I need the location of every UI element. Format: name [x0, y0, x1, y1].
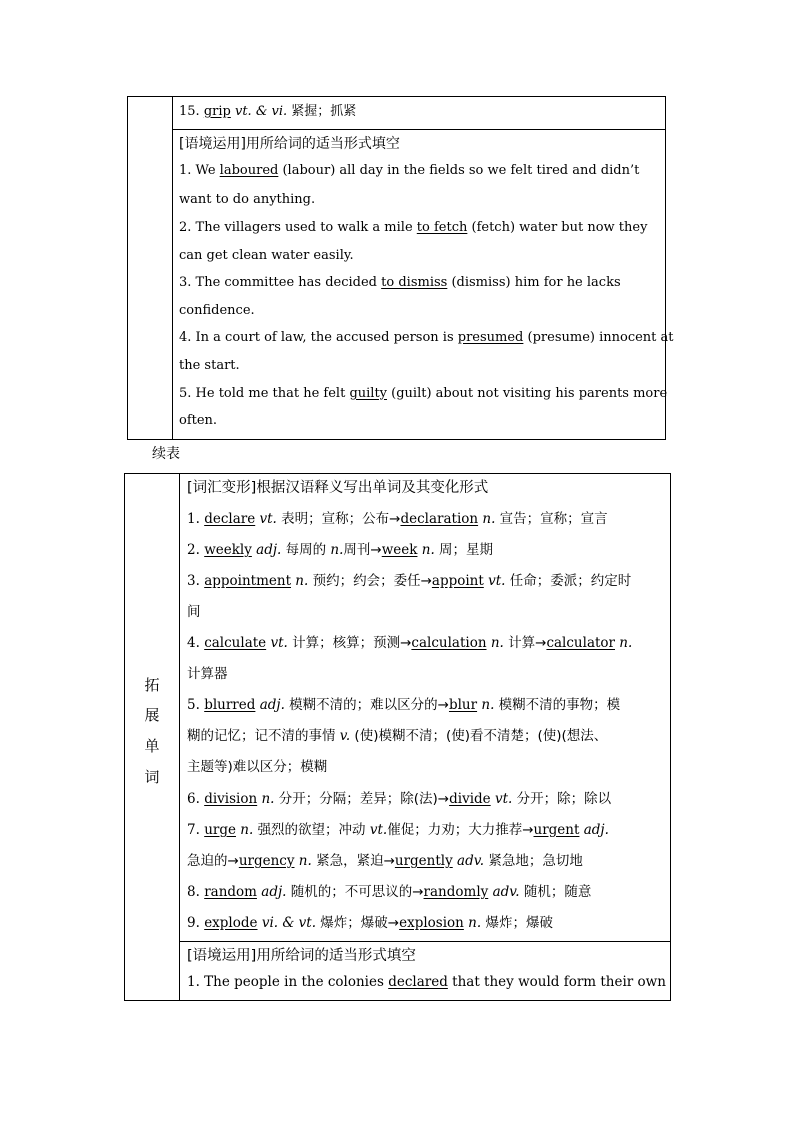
- part-of-speech: n.: [261, 791, 275, 807]
- meaning: 周；星期: [439, 542, 494, 558]
- transform-header: [词汇变形]根据汉语释义写出单词及其变化形式: [187, 480, 489, 496]
- derived-word: week: [381, 542, 418, 558]
- vocab-word: urge: [204, 822, 236, 838]
- vocab-word: explode: [204, 915, 258, 931]
- meaning: 随机的；不可思议的→: [290, 884, 424, 900]
- answer: laboured: [219, 163, 279, 178]
- sentence-line: want to do anything.: [179, 192, 316, 207]
- item-number: 1.: [187, 511, 200, 527]
- sentence-line: 2. The villagers used to walk a mile to fetch (fetch) water but now they: [179, 220, 648, 235]
- item-number: 7.: [187, 822, 200, 838]
- meaning: 计算；核算；预测→: [292, 635, 412, 651]
- meaning: 分开；分隔；差异；除(法)→: [278, 791, 450, 807]
- meaning: 模糊不清的事物；模: [498, 697, 621, 713]
- part-of-speech: vi. & vt.: [261, 915, 316, 931]
- usage-header: [语境运用]用所给词的适当形式填空: [187, 948, 416, 964]
- part-of-speech: n.: [298, 853, 312, 869]
- derived-word: blur: [448, 697, 478, 713]
- derived-word: calculation: [411, 635, 487, 651]
- derived-word: declaration: [400, 511, 479, 527]
- meaning-continued: 主题等)难以区分；模糊: [187, 759, 328, 775]
- derived-word: urgent: [533, 822, 580, 838]
- vocab-word: calculate: [204, 635, 267, 651]
- part-of-speech: n.: [490, 635, 504, 651]
- part-of-speech: vt.: [488, 573, 506, 589]
- derived-word: calculator: [546, 635, 615, 651]
- meaning: 紧急，紧迫→: [316, 853, 395, 869]
- sentence-line: the start.: [179, 358, 240, 373]
- table-row-divider: [179, 941, 670, 942]
- part-of-speech: n.: [240, 822, 254, 838]
- part-of-speech: adj.: [583, 822, 609, 838]
- vocab-item-4: [187, 631, 632, 651]
- vocab-item-8: [187, 880, 591, 900]
- meaning: 周刊→: [343, 542, 382, 558]
- meaning-continued: 间: [187, 604, 201, 620]
- meaning: (使)模糊不清；(使)看不清楚；(使)(想法、: [354, 728, 608, 744]
- answer: declared: [388, 974, 448, 990]
- part-of-speech: vt. & vi.: [234, 104, 288, 119]
- part-of-speech: vt.: [259, 511, 277, 527]
- meaning: 宣告；宣称；宣言: [499, 511, 608, 527]
- meaning: 紧急地；急切地: [488, 853, 583, 869]
- part-of-speech: n.: [330, 542, 344, 558]
- meaning: 紧握；抓紧: [291, 104, 357, 119]
- meaning: 爆炸；爆破: [485, 915, 553, 931]
- meaning: 每周的: [285, 542, 331, 558]
- side-label-char: 词: [144, 768, 160, 786]
- part-of-speech: adv.: [457, 853, 485, 869]
- side-label-char: 展: [144, 706, 160, 724]
- vocab-item-5: [187, 693, 620, 713]
- sentence-line: confidence.: [179, 303, 255, 318]
- answer: presumed: [457, 330, 524, 345]
- part-of-speech: vt.: [270, 635, 288, 651]
- vocab-word: blurred: [204, 697, 256, 713]
- meaning: 分开；除；除以: [516, 791, 612, 807]
- item-number: 5.: [187, 697, 200, 713]
- vocab-word: weekly: [204, 542, 252, 558]
- vocab-item-9: [187, 911, 553, 931]
- sentence-line: 3. The committee has decided to dismiss (dismiss) him for he lacks: [179, 275, 621, 290]
- meaning-continued: 计算器: [187, 666, 228, 682]
- sentence-line: 5. He told me that he felt guilty (guilt) about not visiting his parents more: [179, 386, 668, 401]
- part-of-speech: n.: [482, 511, 496, 527]
- part-of-speech: v.: [339, 728, 351, 744]
- part-of-speech: n.: [421, 542, 435, 558]
- vocab-item-15: [179, 100, 356, 119]
- part-of-speech: adj.: [261, 884, 287, 900]
- part-of-speech: vt.: [369, 822, 388, 838]
- part-of-speech: n.: [619, 635, 633, 651]
- sentence-text: 1. The people in the colonies: [187, 974, 389, 990]
- vocab-item-6: [187, 787, 611, 807]
- vocab-word: declare: [204, 511, 256, 527]
- vocab-word: random: [204, 884, 257, 900]
- derived-word: explosion: [399, 915, 464, 931]
- item-number: 9.: [187, 915, 200, 931]
- sentence-line: can get clean water easily.: [179, 248, 354, 263]
- meaning: 爆炸；爆破→: [320, 915, 400, 931]
- meaning-continued: [187, 724, 607, 744]
- item-number: 3.: [187, 573, 200, 589]
- derived-word: randomly: [423, 884, 489, 900]
- meaning: 急迫的→: [187, 853, 239, 869]
- item-number: 4.: [187, 635, 200, 651]
- answer: guilty: [349, 386, 388, 401]
- part-of-speech: n.: [481, 697, 495, 713]
- sentence-line: [187, 974, 666, 990]
- item-number: 2.: [187, 542, 200, 558]
- derived-word: urgency: [238, 853, 295, 869]
- vocab-item-2: [187, 538, 493, 558]
- part-of-speech: n.: [295, 573, 309, 589]
- continued-label: 续表: [152, 446, 180, 462]
- vocab-item-3: [187, 569, 631, 589]
- meaning: 模糊不清的；难以区分的→: [289, 697, 449, 713]
- vocab-item-7: [187, 818, 609, 838]
- derived-word: appoint: [431, 573, 484, 589]
- usage-header: [语境运用]用所给词的适当形式填空: [179, 136, 400, 152]
- vocab-word: division: [204, 791, 258, 807]
- sentence-line: often.: [179, 413, 218, 428]
- meaning: 表明；宣称；公布→: [281, 511, 401, 527]
- derived-word: urgently: [394, 853, 453, 869]
- answer: to dismiss: [381, 275, 448, 290]
- meaning: 随机；随意: [523, 884, 592, 900]
- part-of-speech: adj.: [259, 697, 285, 713]
- vocab-item-1: [187, 507, 608, 527]
- sentence-text: that they would form their own: [447, 974, 666, 990]
- item-number: 8.: [187, 884, 200, 900]
- derived-word: divide: [449, 791, 491, 807]
- side-label-char: 单: [144, 737, 160, 755]
- table-left-column: [128, 97, 173, 439]
- meaning: 预约；约会；委任→: [312, 573, 432, 589]
- item-number: 15.: [179, 104, 200, 119]
- meaning-continued: [187, 849, 583, 869]
- item-number: 6.: [187, 791, 200, 807]
- sentence-line: 1. We laboured (labour) all day in the fields so we felt tired and didn’t: [179, 163, 640, 178]
- side-label-char: 拓: [144, 676, 160, 694]
- part-of-speech: vt.: [494, 791, 513, 807]
- meaning: 强烈的欲望；冲动: [257, 822, 370, 838]
- sentence-line: 4. In a court of law, the accused person is presumed (presume) innocent at: [179, 330, 674, 345]
- answer: to fetch: [416, 220, 468, 235]
- part-of-speech: adj.: [256, 542, 282, 558]
- part-of-speech: n.: [468, 915, 482, 931]
- table-left-column: [125, 474, 180, 1000]
- part-of-speech: adv.: [492, 884, 520, 900]
- meaning: 计算→: [508, 635, 547, 651]
- vocab-word: appointment: [204, 573, 291, 589]
- meaning: 催促；力劝；大力推荐→: [387, 822, 534, 838]
- meaning: 任命；委派；约定时: [509, 573, 632, 589]
- meaning: 糊的记忆；记不清的事情: [187, 728, 336, 744]
- vocab-word: grip: [203, 104, 231, 119]
